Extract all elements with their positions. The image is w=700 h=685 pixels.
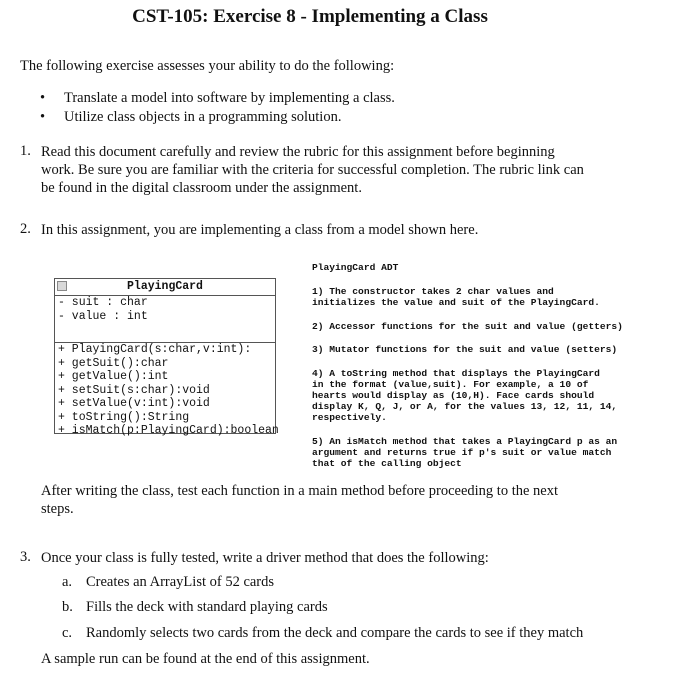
uml-class-name: PlayingCard [127,280,203,293]
uml-attributes [55,296,275,343]
adt-line: 5) An isMatch method that takes a PlayingCard p as an [312,436,618,447]
adt-line: 3) Mutator functions for the suit and value (setters) [312,344,618,355]
adt-line: hearts would display as (10,H). Face cards should [312,390,595,401]
item-1-line: work. Be sure you are familiar with the criteria for successful completion. The rubric link can [41,162,584,178]
item-number: 2. [20,221,31,237]
after-line: After writing the class, test each function in a main method before proceeding to the next [41,483,558,499]
page-title: CST-105: Exercise 8 - Implementing a Class [132,6,488,27]
item-1-line: Read this document carefully and review the rubric for this assignment before beginning [41,144,555,160]
sample-run-note: A sample run can be found at the end of this assignment. [41,651,370,667]
sub-item-text: Randomly selects two cards from the deck and compare the cards to see if they match [86,625,584,641]
adt-line: respectively. [312,412,387,423]
item-3-text: Once your class is fully tested, write a driver method that does the following: [41,550,489,566]
bullet-text: Utilize class objects in a programming solution. [64,109,342,125]
adt-line: display K, Q, J, or A, for the values 13, 12, 11, 14, [312,401,618,412]
bullet-item [40,90,395,107]
item-number: 1. [20,143,31,159]
bullet-text: Translate a model into software by implementing a class. [64,90,395,106]
uml-attribute: - suit : char [58,296,148,309]
uml-class-header [55,279,275,296]
uml-operation: + getSuit():char [58,356,169,370]
uml-operations [55,343,279,438]
item-1-line: be found in the digital classroom under the assignment. [41,180,362,196]
sub-item [62,625,583,642]
sub-item-letter: b. [62,599,73,615]
intro-text: The following exercise assesses your ability to do the following: [20,58,395,74]
adt-line: 1) The constructor takes 2 char values and [312,286,554,297]
adt-line: initializes the value and suit of the PlayingCard. [312,297,600,308]
adt-line: 4) A toString method that displays the PlayingCard [312,368,600,379]
uml-operation: + isMatch(p:PlayingCard):boolean [58,424,279,437]
uml-operation: + PlayingCard(s:char,v:int): [58,343,252,356]
uml-class-diagram [54,278,279,437]
uml-operation: + toString():String [58,410,190,424]
uml-operation: + getValue():int [58,370,169,383]
bullet-dot-icon: • [40,90,46,106]
uml-operation: + setSuit(s:char):void [58,383,210,397]
sub-item [62,574,274,591]
sub-item-text: Fills the deck with standard playing cards [86,599,328,615]
sub-item-text: Creates an ArrayList of 52 cards [86,574,275,590]
uml-operation: + setValue(v:int):void [58,397,210,410]
bullet-item [40,109,341,126]
adt-line: in the format (value,suit). For example, a 10 of [312,379,589,390]
item-number: 3. [20,549,31,565]
after-instructions [41,482,621,518]
adt-line: 2) Accessor functions for the suit and value (getters) [312,321,623,332]
item-2-text: In this assignment, you are implementing a class from a model shown here. [41,222,479,238]
sub-item-letter: a. [62,574,73,590]
sub-item-letter: c. [62,625,73,641]
sub-item [62,599,328,616]
after-line: steps. [41,501,74,517]
adt-line: argument and returns true if p's suit or value match [312,447,612,458]
adt-line: that of the calling object [312,458,462,469]
uml-attribute: - value : int [58,310,148,323]
adt-heading: PlayingCard ADT [312,262,399,273]
bullet-dot-icon: • [40,109,46,125]
